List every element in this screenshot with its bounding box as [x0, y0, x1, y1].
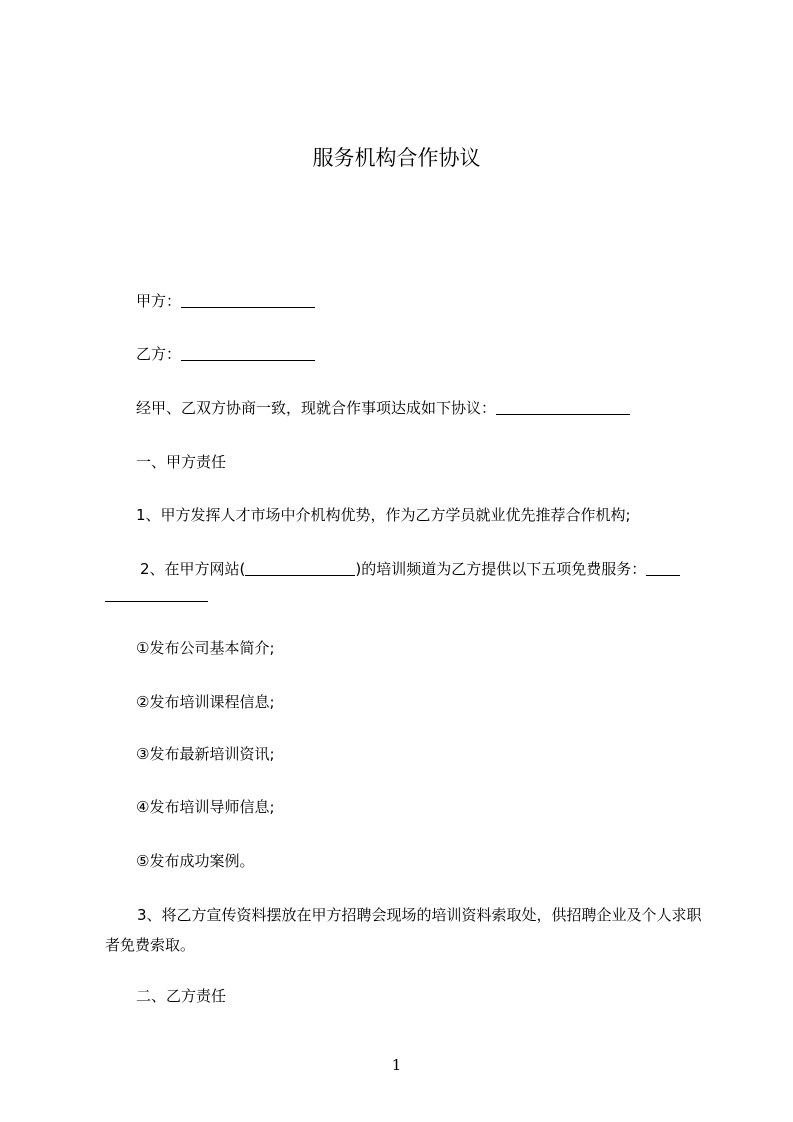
service-item-5: ⑤发布成功案例。 — [136, 852, 255, 870]
intro-text: 经甲、乙双方协商一致，现就合作事项达成如下协议： — [136, 399, 497, 417]
item2-blank-tail — [646, 560, 680, 576]
item1-text: 1、甲方发挥人才市场中介机构优势，作为乙方学员就业优先推荐合作机构; — [136, 506, 631, 524]
section1-heading: 一、甲方责任 — [136, 453, 227, 471]
page-number: 1 — [391, 1056, 402, 1074]
party-a-blank — [181, 292, 315, 308]
party-b-label: 乙方： — [136, 345, 182, 363]
intro-blank — [496, 399, 630, 415]
item2-line — [140, 558, 740, 580]
party-b-line — [136, 343, 736, 365]
service-item-1: ①发布公司基本简介; — [136, 639, 275, 657]
document-title: 服务机构合作协议 — [312, 146, 481, 170]
service-item-2: ②发布培训课程信息; — [136, 693, 275, 711]
item3-text: 3、将乙方宣传资料摆放在甲方招聘会现场的培训资料索取处，供招聘企业及个人求职者免费索取。 — [105, 906, 702, 954]
website-blank — [245, 560, 355, 576]
section2-heading: 二、乙方责任 — [136, 987, 227, 1005]
item2-continuation — [105, 584, 705, 606]
item2-mid: )的培训频道为乙方提供以下五项免费服务： — [355, 560, 647, 578]
intro-line — [136, 397, 736, 419]
party-a-line — [136, 290, 736, 312]
service-item-3: ③发布最新培训资讯; — [136, 745, 275, 763]
item2-blank-continue — [105, 586, 208, 602]
party-a-label: 甲方： — [136, 292, 182, 310]
service-item-4: ④发布培训导师信息; — [136, 798, 275, 816]
party-b-blank — [181, 345, 315, 361]
item2-prefix: 2、在甲方网站( — [140, 560, 246, 578]
